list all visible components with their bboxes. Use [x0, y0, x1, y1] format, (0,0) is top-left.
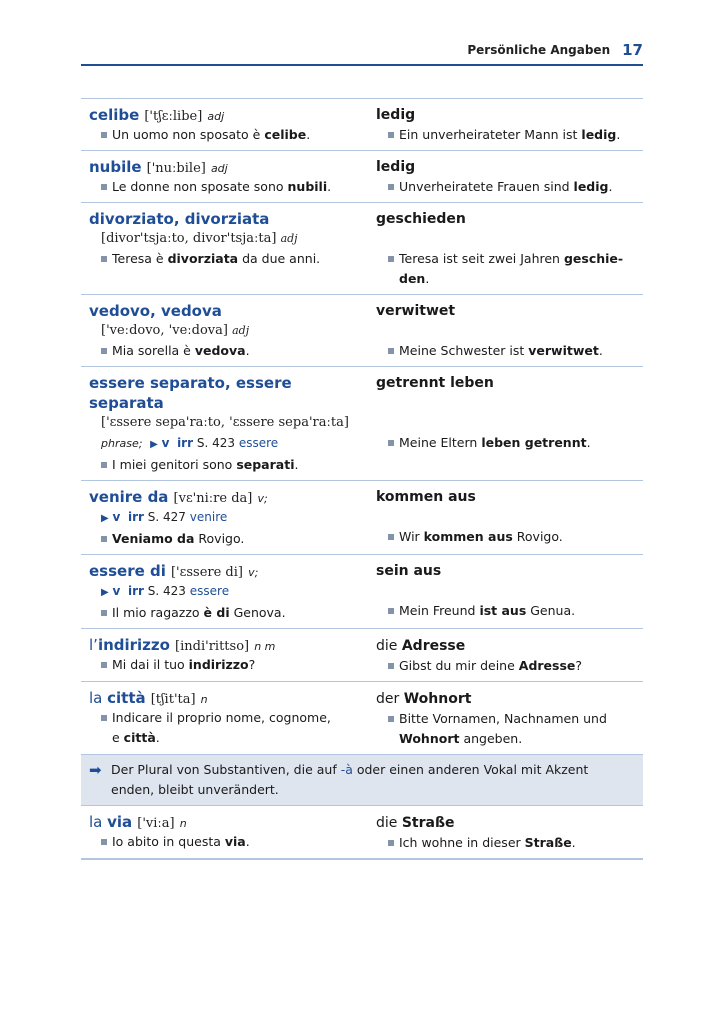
- vocab-row-venire-da: [81, 480, 643, 554]
- german-column: [368, 301, 643, 361]
- bullet-icon: [101, 715, 107, 721]
- bullet-icon: [101, 348, 107, 354]
- italian-column: [81, 373, 368, 475]
- article: l’: [89, 636, 98, 654]
- translation: ledig: [376, 107, 416, 123]
- headword: venire da: [89, 488, 169, 506]
- headword: essere di: [89, 562, 166, 580]
- bullet-icon: [388, 132, 394, 138]
- bullet-icon: [101, 839, 107, 845]
- example-italian: Mi dai il tuo indirizzo?: [89, 655, 368, 675]
- page-header: [81, 38, 643, 62]
- example-german: Gibst du mir deine Adresse?: [376, 656, 643, 676]
- german-column: [368, 688, 643, 749]
- bullet-icon: [101, 536, 107, 542]
- article: die: [376, 638, 402, 654]
- headword: indirizzo: [97, 636, 170, 654]
- cross-reference: phrase; ▶ v irr S. 423 essere: [101, 436, 279, 450]
- bullet-icon: [388, 608, 394, 614]
- bullet-icon: [101, 662, 107, 668]
- headword: vedovo, vedova: [89, 302, 222, 320]
- pronunciation: ['viːa]: [137, 816, 175, 831]
- triangle-right-icon: ▶: [101, 587, 109, 598]
- example-german: Mein Freund ist aus Genua.: [376, 601, 643, 621]
- reference-link[interactable]: essere: [238, 436, 279, 450]
- bullet-icon: [388, 348, 394, 354]
- example-italian: Il mio ragazzo è di Genova.: [89, 603, 368, 623]
- triangle-right-icon: ▶: [101, 513, 109, 524]
- part-of-speech: adj: [232, 324, 250, 337]
- article: la: [89, 813, 108, 831]
- translation: Wohnort: [403, 691, 472, 707]
- headword: città: [107, 689, 146, 707]
- pronunciation: [tʃit'ta]: [150, 692, 196, 707]
- vocab-row-celibe: [81, 98, 643, 150]
- italian-column: [81, 157, 368, 197]
- part-of-speech: v;: [248, 566, 259, 579]
- example-german: Ein unverheirateter Mann ist ledig.: [376, 125, 643, 145]
- triangle-right-icon: ▶: [150, 439, 158, 450]
- bullet-icon: [101, 256, 107, 262]
- pronunciation: [divor'tsjaːto, divor'tsjaːta]: [101, 231, 277, 246]
- vocab-row-indirizzo: [81, 628, 643, 681]
- pronunciation: ['ɛssere sepa'raːto, 'ɛssere sepa'raːta]: [101, 415, 349, 430]
- german-column: [368, 105, 643, 145]
- example-german: Wir kommen aus Rovigo.: [376, 527, 643, 547]
- article: die: [376, 815, 402, 831]
- reference-link[interactable]: venire: [189, 510, 228, 524]
- example-german: Meine Eltern leben getrennt.: [376, 433, 643, 453]
- grammar-note: [81, 754, 643, 805]
- german-column: [368, 209, 643, 289]
- italian-column: [81, 487, 368, 549]
- example-german: Ich wohne in dieser Straße.: [376, 833, 643, 853]
- example-german: Bitte Vornamen, Nachnamen und Wohnort angeben.: [376, 709, 643, 749]
- pronunciation: ['veːdovo, 'veːdova]: [101, 323, 228, 338]
- bullet-icon: [388, 184, 394, 190]
- headword: via: [107, 813, 133, 831]
- pronunciation: ['ɛssere di]: [170, 565, 243, 580]
- bullet-icon: [101, 610, 107, 616]
- pronunciation: ['tʃɛːlibe]: [144, 109, 203, 124]
- page-number: 17: [622, 41, 643, 59]
- bullet-icon: [388, 534, 394, 540]
- german-column: [368, 561, 643, 623]
- vocab-row-divorziato: [81, 202, 643, 294]
- note-text: Der Plural von Substantiven, die auf -à oder einen anderen Vokal mit Akzent enden, bleibt unverändert.: [111, 762, 589, 797]
- german-column: [368, 373, 643, 475]
- vocab-row-vedovo: [81, 294, 643, 366]
- example-italian: Un uomo non sposato è celibe.: [89, 125, 368, 145]
- cross-reference: ▶ v irr S. 427 venire: [101, 510, 228, 524]
- example-italian: I miei genitori sono separati.: [89, 455, 368, 475]
- italian-column: [81, 209, 368, 289]
- translation: geschieden: [376, 211, 466, 227]
- vocab-row-nubile: [81, 150, 643, 202]
- german-column: [368, 487, 643, 549]
- part-of-speech: adj: [280, 232, 298, 245]
- article: der: [376, 691, 404, 707]
- italian-column: [81, 635, 368, 676]
- italian-column: [81, 812, 368, 853]
- example-italian: Le donne non sposate sono nubili.: [89, 177, 368, 197]
- article: la: [89, 689, 108, 707]
- example-italian: Indicare il proprio nome, cognome, e città.: [89, 708, 368, 748]
- headword: nubile: [89, 158, 142, 176]
- german-column: [368, 812, 643, 853]
- example-italian: Veniamo da Rovigo.: [89, 529, 368, 549]
- bullet-icon: [388, 716, 394, 722]
- section-title: Persönliche Angaben: [467, 43, 611, 57]
- part-of-speech: adj: [207, 110, 225, 123]
- example-italian: Io abito in questa via.: [89, 832, 368, 852]
- translation: Adresse: [401, 638, 466, 654]
- vocab-row-via: [81, 805, 643, 860]
- translation: ledig: [376, 159, 416, 175]
- headword: celibe: [89, 106, 140, 124]
- translation: Straße: [401, 815, 455, 831]
- german-column: [368, 157, 643, 197]
- vocab-row-essere-di: [81, 554, 643, 628]
- translation: getrennt leben: [376, 375, 494, 391]
- bullet-icon: [101, 462, 107, 468]
- italian-column: [81, 561, 368, 623]
- example-german: Unverheiratete Frauen sind ledig.: [376, 177, 643, 197]
- pronunciation: [vɛ'niːre da]: [173, 491, 253, 506]
- translation: verwitwet: [376, 303, 456, 319]
- italian-column: [81, 301, 368, 361]
- reference-link[interactable]: essere: [189, 584, 230, 598]
- cross-reference: ▶ v irr S. 423 essere: [101, 584, 230, 598]
- part-of-speech: n m: [254, 640, 276, 653]
- part-of-speech: n: [200, 693, 208, 706]
- bullet-icon: [388, 440, 394, 446]
- pronunciation: [indi'rittso]: [175, 639, 250, 654]
- translation: kommen aus: [376, 489, 476, 505]
- vocabulary-table: [81, 98, 643, 860]
- headword: essere separato, essere separata: [89, 374, 292, 412]
- header-divider: [81, 64, 643, 66]
- example-italian: Teresa è divorziata da due anni.: [89, 249, 368, 269]
- arrow-right-icon: ➡: [89, 761, 102, 779]
- example-german: Meine Schwester ist verwitwet.: [376, 341, 643, 361]
- example-german: Teresa ist seit zwei Jahren geschie- den.: [376, 249, 643, 289]
- vocab-row-separato: [81, 366, 643, 480]
- example-italian: Mia sorella è vedova.: [89, 341, 368, 361]
- bullet-icon: [101, 184, 107, 190]
- translation: sein aus: [376, 563, 442, 579]
- german-column: [368, 635, 643, 676]
- bullet-icon: [388, 663, 394, 669]
- bullet-icon: [101, 132, 107, 138]
- bullet-icon: [388, 840, 394, 846]
- pronunciation-line: [89, 321, 368, 341]
- bullet-icon: [388, 256, 394, 262]
- part-of-speech: v;: [257, 492, 268, 505]
- italian-column: [81, 105, 368, 145]
- italian-column: [81, 688, 368, 749]
- part-of-speech: n: [179, 817, 187, 830]
- part-of-speech: adj: [210, 162, 228, 175]
- vocab-row-citta: [81, 681, 643, 754]
- pronunciation-line: [89, 229, 368, 249]
- pronunciation: ['nuːbile]: [146, 161, 206, 176]
- headword: divorziato, divorziata: [89, 210, 270, 228]
